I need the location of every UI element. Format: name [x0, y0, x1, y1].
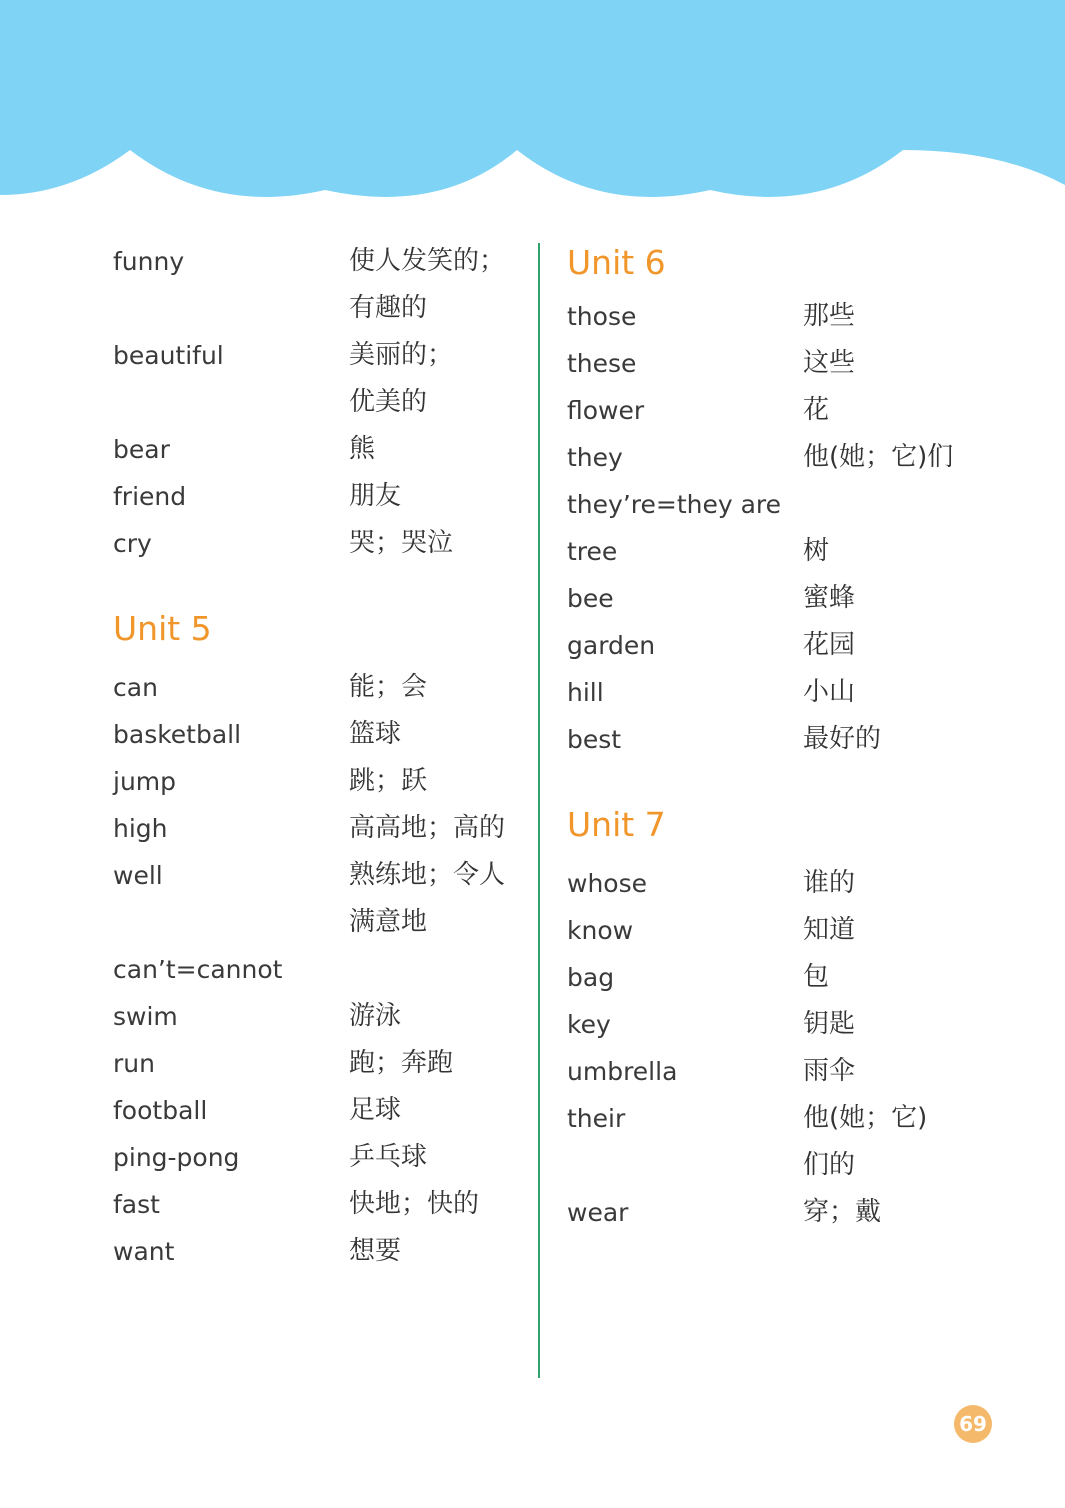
word-cn: 游泳 — [349, 1001, 402, 1031]
word-en: key — [567, 1010, 611, 1039]
word-en: can — [113, 673, 158, 702]
word-cn: 使人发笑的； — [349, 246, 506, 276]
word-cn: 美丽的； — [349, 340, 454, 370]
vocab-row — [113, 238, 523, 285]
word-cn: 高高地；高的 — [349, 813, 506, 843]
vocab-row — [567, 1189, 977, 1236]
page-number-badge: 69 — [954, 1405, 992, 1443]
word-en: flower — [567, 396, 645, 425]
vocab-list-unit-5 — [113, 664, 523, 1275]
word-en: whose — [567, 869, 647, 898]
word-cn: 篮球 — [349, 719, 402, 749]
word-cn: 小山 — [803, 677, 856, 707]
vocab-row — [113, 520, 523, 567]
word-cn: 满意地 — [349, 907, 428, 937]
unit-5-title: Unit 5 — [113, 609, 212, 648]
word-en: wear — [567, 1198, 629, 1227]
vocab-row — [113, 852, 523, 899]
word-en: they — [567, 443, 623, 472]
word-cn: 足球 — [349, 1095, 402, 1125]
word-en: ping-pong — [113, 1143, 240, 1172]
vocab-row — [113, 758, 523, 805]
vocab-row — [113, 332, 523, 379]
word-en: friend — [113, 482, 187, 511]
vocab-row — [113, 426, 523, 473]
word-cn: 蜜蜂 — [803, 583, 856, 613]
word-en: well — [113, 861, 163, 890]
vocab-row — [113, 993, 523, 1040]
unit-6-title: Unit 6 — [567, 243, 666, 282]
vocab-list-top — [113, 238, 523, 567]
vocab-row — [567, 669, 977, 716]
word-en: best — [567, 725, 622, 754]
right-column — [567, 238, 977, 1236]
vocab-row — [113, 1181, 523, 1228]
word-en: bee — [567, 584, 614, 613]
word-en: basketball — [113, 720, 242, 749]
word-en: they’re=they are — [567, 490, 782, 519]
word-en: hill — [567, 678, 604, 707]
word-en: football — [113, 1096, 208, 1125]
word-cn: 树 — [803, 536, 830, 566]
word-en: umbrella — [567, 1057, 678, 1086]
word-cn: 哭；哭泣 — [349, 528, 454, 558]
word-cn: 钥匙 — [803, 1009, 856, 1039]
word-cn: 知道 — [803, 915, 856, 945]
vocab-row — [113, 1040, 523, 1087]
word-cn: 能；会 — [349, 672, 428, 702]
vocab-row — [567, 907, 977, 954]
word-en: swim — [113, 1002, 178, 1031]
word-en: high — [113, 814, 168, 843]
vocab-list-unit-6 — [567, 293, 977, 763]
word-cn: 这些 — [803, 348, 856, 378]
vocab-row — [113, 285, 523, 332]
section-spacer — [113, 567, 523, 582]
vocab-row — [113, 805, 523, 852]
vocab-row — [567, 434, 977, 481]
vocab-row — [567, 716, 977, 763]
vocab-row — [113, 473, 523, 520]
word-cn: 跑；奔跑 — [349, 1048, 454, 1078]
vocab-row — [567, 481, 977, 528]
word-cn: 有趣的 — [349, 293, 428, 323]
vocab-row — [567, 293, 977, 340]
vocab-row — [567, 860, 977, 907]
vocab-row — [113, 1228, 523, 1275]
word-en: cry — [113, 529, 152, 558]
wave-banner — [0, 0, 1065, 210]
word-en: these — [567, 349, 637, 378]
vocab-row — [567, 1142, 977, 1189]
word-en: run — [113, 1049, 155, 1078]
word-cn: 他(她；它)们 — [803, 442, 954, 472]
word-cn: 那些 — [803, 301, 856, 331]
word-cn: 穿；戴 — [803, 1197, 882, 1227]
word-cn: 跳；跃 — [349, 766, 428, 796]
vocab-row — [113, 946, 523, 993]
vocab-row — [567, 528, 977, 575]
word-cn: 包 — [803, 962, 830, 992]
vocab-row — [567, 575, 977, 622]
word-cn: 花园 — [803, 630, 856, 660]
vocab-list-unit-7 — [567, 860, 977, 1236]
word-cn: 乒乓球 — [349, 1142, 428, 1172]
word-cn: 快地；快的 — [349, 1189, 480, 1219]
word-en: bag — [567, 963, 615, 992]
word-cn: 花 — [803, 395, 830, 425]
word-en: those — [567, 302, 637, 331]
vocab-row — [567, 954, 977, 1001]
word-en: want — [113, 1237, 175, 1266]
word-cn: 熟练地；令人 — [349, 860, 506, 890]
vocab-row — [567, 1095, 977, 1142]
word-en: know — [567, 916, 634, 945]
vocab-row — [567, 1048, 977, 1095]
vocab-row — [567, 622, 977, 669]
word-cn: 优美的 — [349, 387, 428, 417]
left-column — [113, 238, 523, 1275]
word-en: fast — [113, 1190, 160, 1219]
word-en: tree — [567, 537, 618, 566]
unit-7-title: Unit 7 — [567, 805, 666, 844]
word-en: garden — [567, 631, 656, 660]
word-en: bear — [113, 435, 170, 464]
vocab-row — [113, 664, 523, 711]
word-cn: 们的 — [803, 1150, 856, 1180]
vocab-row — [567, 387, 977, 434]
section-spacer — [567, 763, 977, 778]
word-cn: 想要 — [349, 1236, 402, 1266]
vocab-row — [567, 340, 977, 387]
word-cn: 朋友 — [349, 481, 402, 511]
vocab-row — [567, 1001, 977, 1048]
word-cn: 他(她；它) — [803, 1103, 928, 1133]
word-cn: 谁的 — [803, 868, 856, 898]
word-en: jump — [113, 767, 177, 796]
vocab-row — [113, 379, 523, 426]
vocab-row — [113, 1134, 523, 1181]
word-cn: 雨伞 — [803, 1056, 856, 1086]
word-en: beautiful — [113, 341, 224, 370]
word-en: funny — [113, 247, 185, 276]
vocab-row — [113, 1087, 523, 1134]
word-cn: 最好的 — [803, 724, 882, 754]
vocab-row — [113, 899, 523, 946]
word-en: can’t=cannot — [113, 955, 283, 984]
word-en: their — [567, 1104, 626, 1133]
vocab-row — [113, 711, 523, 758]
column-divider — [538, 243, 540, 1378]
word-cn: 熊 — [349, 434, 376, 464]
